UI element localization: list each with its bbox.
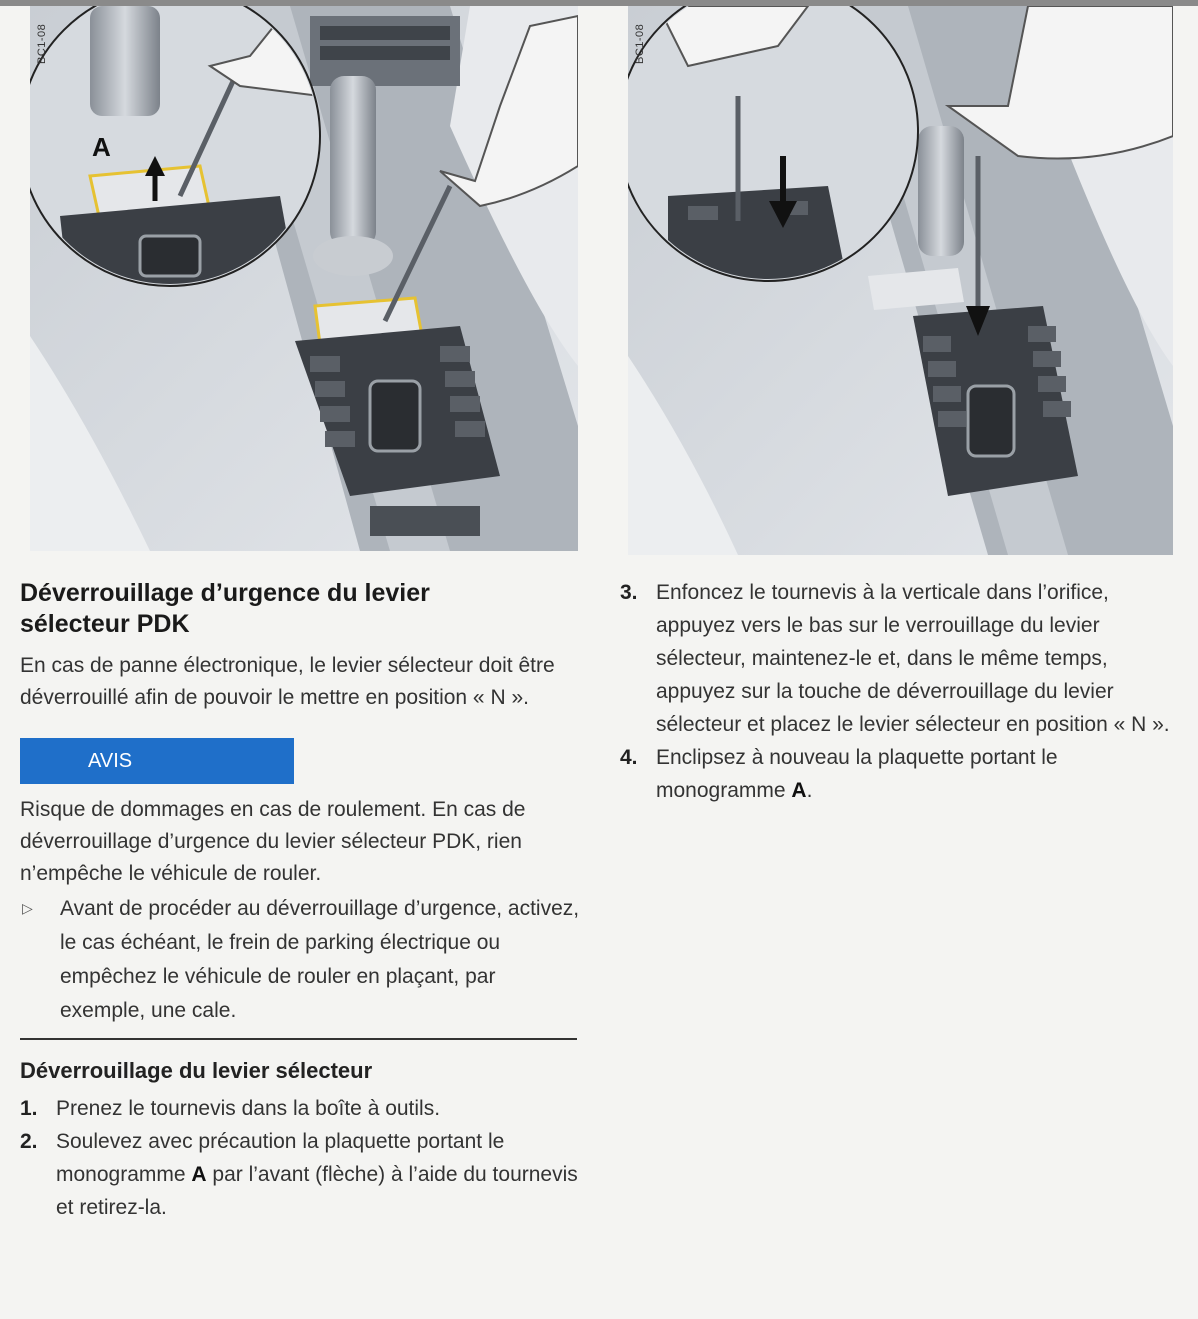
step-item (620, 741, 1185, 807)
step-text-part: . (806, 779, 813, 802)
triangle-right-icon: ▷ (22, 900, 33, 916)
notice-text: Risque de dommages en cas de roulement. En cas de déverrouillage d’urgence du levier sélecteur PDK, rien n’empêche le véhicule de rouler. (20, 798, 526, 885)
step-number: 2. (20, 1130, 38, 1153)
steps-list-left (20, 1092, 580, 1224)
notice-badge: AVIS (20, 738, 294, 784)
step-text-part: Enclipsez à nouveau la plaquette portant le monogramme (656, 746, 1058, 802)
figure-code: BC1-08 (36, 23, 48, 64)
step-number: 1. (20, 1097, 38, 1120)
step-item (20, 1125, 580, 1224)
step-text (56, 1125, 580, 1224)
monogram-label: A (191, 1163, 207, 1186)
steps-list-right (620, 576, 1185, 807)
illustration-press-lock (628, 6, 1173, 555)
step-text (656, 741, 1185, 807)
section-divider (20, 1038, 577, 1040)
step-text: Prenez le tournevis dans la boîte à outils. (56, 1097, 441, 1120)
notice-bullet (20, 892, 580, 1028)
figure-code: BC1-08 (634, 23, 646, 64)
step-number: 3. (620, 581, 638, 604)
intro-paragraph: En cas de panne électronique, le levier sélecteur doit être déverrouillé afin de pouvoir le mettre en position « N ». (20, 654, 555, 709)
step-number: 4. (620, 746, 638, 769)
step-text-part: Soulevez avec précaution la plaquette portant le monogramme (56, 1130, 505, 1186)
subsection-title: Déverrouillage du levier sélecteur (20, 1058, 373, 1083)
illustration-remove-plate (30, 6, 578, 551)
step-item (20, 1092, 580, 1125)
monogram-label: A (791, 779, 807, 802)
left-column (20, 578, 580, 1224)
step-item (620, 576, 1185, 741)
step-text: Enfoncez le tournevis à la verticale dans l’orifice, appuyez vers le bas sur le verrouillage du levier sélecteur, maintenez-le et, dans le même temps, appuyez sur la touche de déverrouillage du levier sélecteur et placez le levier sélecteur en position « N ». (656, 581, 1170, 736)
callout-a-label: A (92, 132, 111, 162)
bullet-text: Avant de procéder au déverrouillage d’urgence, activez, le cas échéant, le frein de parking électrique ou empêchez le véhicule de rouler en plaçant, par exemple, une cale. (60, 897, 580, 1022)
right-column (620, 576, 1185, 807)
section-title: Déverrouillage d’urgence du levier sélecteur PDK (20, 579, 430, 638)
step-text-part: par l’avant (flèche) à l’aide du tournevis et retirez-la. (56, 1163, 578, 1219)
